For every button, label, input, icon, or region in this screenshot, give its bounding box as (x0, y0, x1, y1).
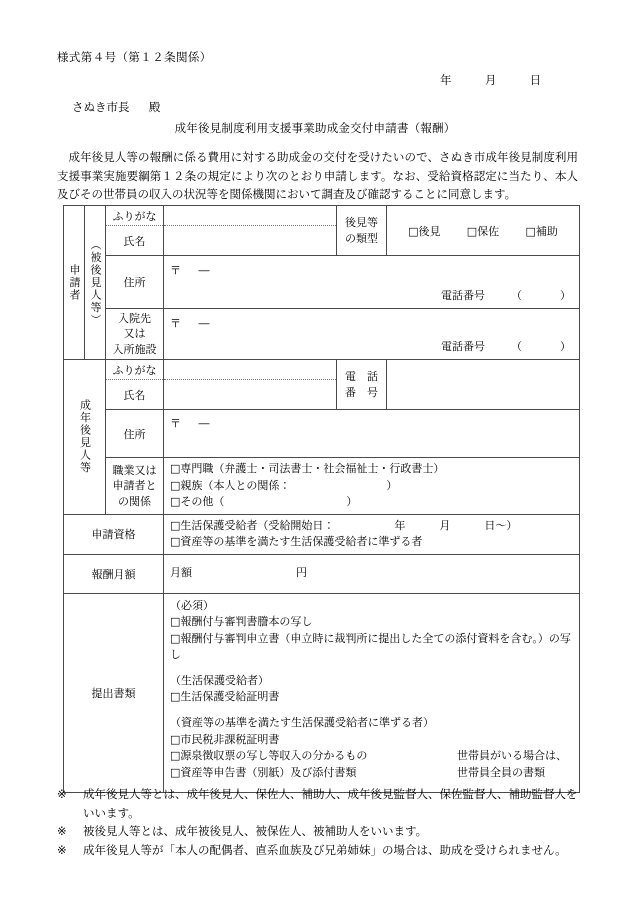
start-year-label: 年 (394, 518, 406, 532)
applicant-facility-input[interactable] (164, 309, 580, 360)
kind-label-line2: の類型 (345, 231, 378, 245)
guardianship-kind-options (387, 206, 580, 256)
start-month-label: 月 (439, 518, 451, 532)
page-title: 成年後見制度利用支援事業助成金交付申請書（報酬） (174, 121, 456, 135)
table-row (64, 514, 580, 554)
form-number: 様式第４号（第１２条関係） (57, 50, 212, 64)
addressee-honorific: 殿 (148, 100, 161, 114)
footnote-mark: ※ (57, 787, 67, 801)
amount-label: 月額 (170, 566, 192, 580)
facility-tel (441, 338, 571, 354)
documents-required-heading: （必須） (170, 598, 214, 612)
footnotes (57, 785, 581, 859)
addressee-name: さぬき市長 (72, 100, 130, 114)
applicant-facility-label (106, 309, 164, 360)
currency-label: 円 (296, 566, 307, 580)
guardian-name-label (106, 380, 164, 410)
applicant-vertical-label-inner (85, 206, 106, 360)
monthly-fee-label-text: 報酬月額 (91, 567, 136, 581)
guardian-tel-label-line2: 番 号 (345, 385, 378, 399)
facility-zip (170, 315, 227, 331)
facility-label-line2: 又は (123, 327, 146, 341)
applicant-furigana-input[interactable] (164, 206, 337, 226)
applicant-sublabel-text: （被後見人等） (88, 238, 102, 327)
checkbox-other-label: □その他（ (170, 495, 225, 508)
tel-paren-close: ） (560, 289, 571, 302)
relation-label-line3: の関係 (118, 494, 151, 508)
other-paren-close: ） (346, 495, 358, 508)
applicant-name-label-text: 氏名 (123, 234, 146, 248)
kind-label-line1: 後見等 (345, 216, 378, 229)
table-row (64, 206, 580, 226)
checkbox-relative[interactable] (170, 478, 573, 495)
footnote-item (57, 822, 581, 841)
monthly-fee-label (64, 554, 164, 593)
applicant-tel-label: 電話番号 (441, 289, 485, 302)
addressee-line (72, 99, 160, 115)
qualification-label-text: 申請資格 (91, 528, 136, 541)
facility-label-line3: 入所施設 (112, 342, 157, 356)
qualification-options (164, 514, 580, 554)
guardian-name-label-text: 氏名 (123, 388, 146, 402)
applicant-address-label-text: 住所 (123, 276, 146, 289)
applicant-label-text: 申請者 (67, 263, 81, 302)
table-row (64, 309, 580, 360)
monthly-fee-input[interactable] (164, 554, 580, 593)
relative-paren-close: ） (386, 478, 398, 492)
intro-paragraph: 成年後見人等の報酬に係る費用に対する助成金の交付を受けたいので、さぬき市成年後見制度利用支援事業実施要綱第１２条の規定により次のとおり申請します。なお、受給資格認定に当たり、本人及びその世帯員の収入の状況等を関係機関において調査及び確認することに同意します。 (57, 150, 578, 201)
zip-dash: ― (198, 264, 210, 277)
checkbox-asset-declaration[interactable]: □資産等申告書（別紙）及び添付書類 (170, 765, 357, 779)
applicant-tel (441, 287, 571, 303)
applicant-name-label (106, 226, 164, 256)
checkbox-welfare-recipient[interactable] (170, 518, 573, 535)
guardian-relation-options (164, 458, 580, 515)
guardian-furigana-label (106, 360, 164, 380)
table-row (64, 360, 580, 380)
documents-welfare-heading: （生活保護受給者） (170, 673, 269, 687)
zip-mark: 〒 (170, 264, 181, 277)
guardian-address-label-text: 住所 (123, 427, 146, 441)
guardian-furigana-label-text: ふりがな (112, 363, 157, 377)
applicant-zip (170, 262, 227, 278)
table-row (64, 458, 580, 515)
guardian-address-input[interactable] (164, 410, 580, 458)
applicant-vertical-label-outer (64, 206, 85, 360)
zip-mark: 〒 (170, 317, 181, 330)
date-month-label: 月 (484, 73, 497, 87)
documents-options (164, 593, 580, 792)
guardianship-kind-label (337, 206, 387, 256)
checkbox-welfare-certificate[interactable]: □生活保護受給証明書 (170, 690, 280, 704)
zip-dash: ― (198, 417, 210, 430)
table-row (64, 593, 580, 792)
zip-dash: ― (198, 317, 210, 330)
guardian-name-input[interactable] (164, 380, 337, 410)
qualification-label (64, 514, 164, 554)
checkbox-hojo[interactable]: □補助 (525, 224, 558, 238)
guardian-furigana-input[interactable] (164, 360, 337, 380)
checkbox-relative-label: □親族（本人との関係： (170, 478, 291, 492)
guardian-relation-label (106, 458, 164, 515)
checkbox-other[interactable] (170, 494, 573, 511)
guardian-tel-label-line1: 電 話 (345, 370, 378, 383)
guardian-zip (170, 415, 227, 431)
tel-paren-open: （ (511, 289, 522, 302)
household-note-line1: 世帯員がいる場合は、 (457, 748, 567, 762)
date-year-label: 年 (440, 73, 452, 87)
checkbox-professional[interactable]: □専門職（弁護士・司法書士・社会福祉士・行政書士） (170, 462, 445, 475)
footnote-mark: ※ (57, 824, 67, 838)
relation-label-line2: 申請者と (112, 479, 157, 492)
footnote-text: 被後見人等とは、成年被後見人、被保佐人、被補助人をいいます。 (83, 824, 428, 838)
household-note (457, 747, 567, 781)
applicant-furigana-label-text: ふりがな (112, 209, 157, 223)
start-day-label: 日～） (484, 518, 518, 532)
footnote-mark: ※ (57, 842, 67, 857)
tel-paren-close: ） (560, 340, 571, 353)
applicant-address-input[interactable] (164, 256, 580, 309)
applicant-furigana-label (106, 206, 164, 226)
documents-label (64, 593, 164, 792)
table-row (64, 554, 580, 593)
footnote-item (57, 785, 581, 822)
guardian-tel-label (337, 360, 387, 410)
guardian-tel-input[interactable] (387, 360, 580, 410)
documents-equivalent-heading: （資産等の基準を満たす生活保護受給者に準ずる者） (170, 716, 434, 730)
applicant-name-input[interactable] (164, 226, 337, 256)
date-day-label: 日 (529, 73, 542, 87)
checkbox-welfare-equivalent[interactable]: □資産等の基準を満たす生活保護受給者に準ずる者 (170, 535, 423, 548)
guardian-label-text: 成年後見人等 (78, 399, 92, 475)
checkbox-hosa[interactable]: □保佐 (466, 224, 500, 238)
table-row (64, 410, 580, 458)
footnote-item (57, 841, 581, 860)
guardian-vertical-label (64, 360, 106, 515)
facility-tel-label: 電話番号 (441, 340, 485, 353)
zip-mark: 〒 (170, 417, 181, 430)
checkbox-petition-copy[interactable]: □報酬付与審判申立書（申立時に裁判所に提出した全ての添付資料を含む。）の写し (170, 631, 571, 662)
relation-label-line1: 職業又は (112, 463, 157, 477)
date-line (440, 72, 541, 88)
applicant-address-label (106, 256, 164, 309)
tel-paren-open: （ (511, 340, 522, 353)
checkbox-tax-exemption[interactable]: □市民税非課税証明書 (170, 732, 280, 746)
welfare-recipient-label: □生活保護受給者（受給開始日： (170, 518, 335, 532)
documents-label-text: 提出書類 (91, 686, 136, 700)
guardian-address-label (106, 410, 164, 458)
checkbox-withholding-slip[interactable]: □源泉徴収票の写し等収入の分かるもの (170, 749, 368, 763)
household-note-line2: 世帯員全員の書類 (457, 765, 545, 779)
application-table (63, 205, 580, 793)
checkbox-kouken[interactable]: □後見 (408, 224, 441, 238)
checkbox-adjudication-copy[interactable]: □報酬付与審判書謄本の写し (170, 615, 313, 629)
footnote-text: 成年後見人等が「本人の配偶者、直系血族及び兄弟姉妹」の場合は、助成を受けられません。 (83, 842, 567, 857)
table-row (64, 256, 580, 309)
footnote-text: 成年後見人等とは、成年後見人、保佐人、補助人、成年後見監督人、保佐監督人、補助監督人をいいます。 (83, 787, 578, 820)
facility-label-line1: 入院先 (118, 311, 151, 325)
